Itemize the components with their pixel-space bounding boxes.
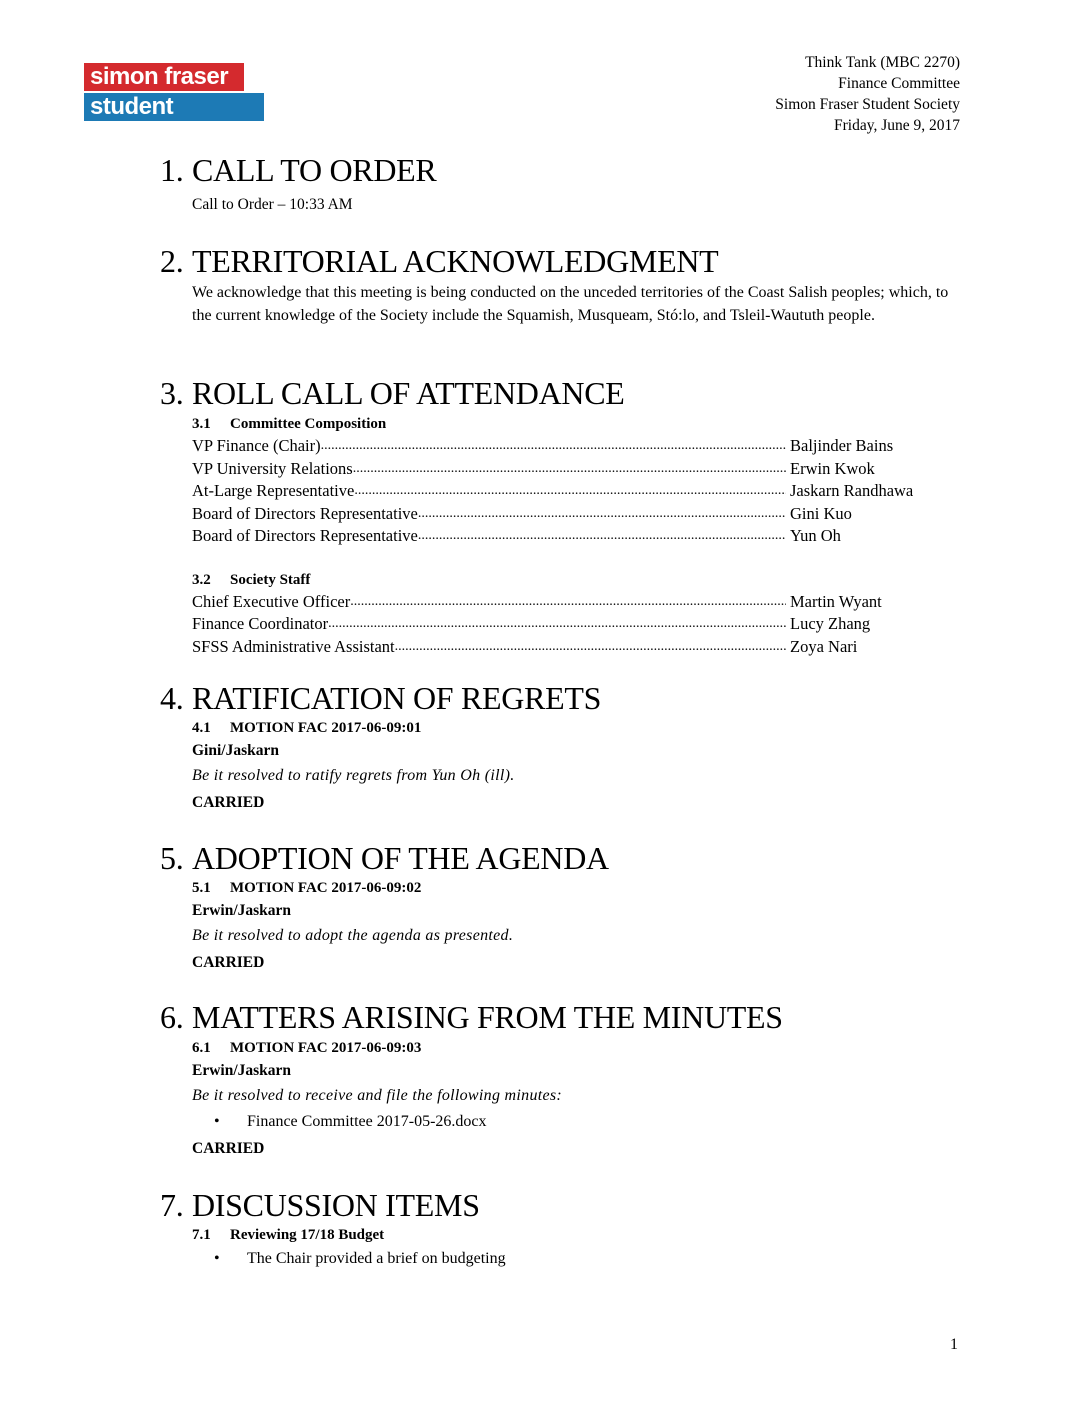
- section-matters-arising: [160, 999, 783, 1163]
- section-call-to-order: [160, 152, 436, 217]
- bullet-icon: •: [214, 1250, 220, 1267]
- list-item: • Finance Committee 2017-05-26.docx: [192, 1109, 783, 1135]
- meeting-organization: Simon Fraser Student Society: [775, 96, 960, 113]
- list-item: • The Chair provided a brief on budgeting: [192, 1246, 506, 1272]
- meeting-committee: Finance Committee: [838, 75, 960, 92]
- subsection-society-staff: 3.2 Society Staff: [192, 571, 311, 588]
- attendance-row: Board of Directors Representative ..... Gini Kuo: [192, 503, 944, 526]
- subsection-reviewing-budget: 7.1 Reviewing 17/18 Budget: [192, 1227, 385, 1243]
- motion-resolution: Be it resolved to receive and file the following minutes:: [192, 1087, 563, 1104]
- section-territorial-acknowledgment: [160, 243, 962, 327]
- attendance-row: VP University Relations ..... Erwin Kwok: [192, 458, 944, 481]
- page-number: 1: [950, 1336, 958, 1353]
- section-heading: 3. ROLL CALL OF ATTENDANCE: [160, 375, 625, 411]
- attendance-row: SFSS Administrative Assistant ..... Zoya Nari: [192, 636, 944, 659]
- motion-heading: 4.1 MOTION FAC 2017-06-09:01: [192, 720, 422, 736]
- attendance-row: At-Large Representative ..... Jaskarn Randhawa: [192, 480, 944, 503]
- section-heading: 6. MATTERS ARISING FROM THE MINUTES: [160, 999, 783, 1035]
- bullet-icon: •: [214, 1113, 220, 1130]
- meeting-date: Friday, June 9, 2017: [834, 117, 960, 134]
- motion-resolution: Be it resolved to ratify regrets from Yun Oh (ill).: [192, 767, 515, 784]
- section-heading: 1. CALL TO ORDER: [160, 152, 437, 188]
- motion-result: CARRIED: [192, 954, 265, 971]
- sfss-logo: [84, 63, 264, 148]
- section-heading: 2. TERRITORIAL ACKNOWLEDGMENT: [160, 243, 719, 279]
- motion-resolution: Be it resolved to adopt the agenda as presented.: [192, 927, 514, 944]
- motion-mover: Erwin/Jaskarn: [192, 1062, 292, 1079]
- section-discussion-items: [160, 1187, 506, 1272]
- subsection-committee-composition: 3.1 Committee Composition: [192, 416, 387, 432]
- section-ratification-of-regrets: [160, 680, 601, 817]
- acknowledgment-text: We acknowledge that this meeting is being conducted on the unceded territories of the Coast Salish peoples; which, to the current knowledge of the Society include the Squamish, Musqueam, Stó:lo, and Tsleil-Waututh people.: [192, 284, 949, 324]
- meeting-header: [775, 52, 960, 136]
- motion-result: CARRIED: [192, 1140, 265, 1157]
- motion-result: CARRIED: [192, 794, 265, 811]
- call-to-order-text: Call to Order – 10:33 AM: [192, 196, 353, 213]
- motion-heading: 5.1 MOTION FAC 2017-06-09:02: [192, 880, 422, 896]
- motion-heading: 6.1 MOTION FAC 2017-06-09:03: [192, 1040, 422, 1056]
- motion-mover: Gini/Jaskarn: [192, 742, 279, 759]
- logo-line-2: student society: [84, 93, 264, 121]
- motion-mover: Erwin/Jaskarn: [192, 902, 292, 919]
- attendance-row: Board of Directors Representative ..... Yun Oh: [192, 525, 944, 548]
- section-heading: 5. ADOPTION OF THE AGENDA: [160, 840, 609, 876]
- logo-line-1: simon fraser: [84, 63, 244, 91]
- section-heading: 7. DISCUSSION ITEMS: [160, 1187, 480, 1223]
- meeting-location: Think Tank (MBC 2270): [805, 54, 960, 71]
- attendance-row: Finance Coordinator ..... Lucy Zhang: [192, 613, 944, 636]
- section-adoption-of-agenda: [160, 840, 609, 977]
- section-roll-call: [160, 375, 944, 658]
- attendance-row: Chief Executive Officer ..... Martin Wyant: [192, 591, 944, 614]
- attendance-row: VP Finance (Chair) ..... Baljinder Bains: [192, 435, 944, 458]
- section-heading: 4. RATIFICATION OF REGRETS: [160, 680, 602, 716]
